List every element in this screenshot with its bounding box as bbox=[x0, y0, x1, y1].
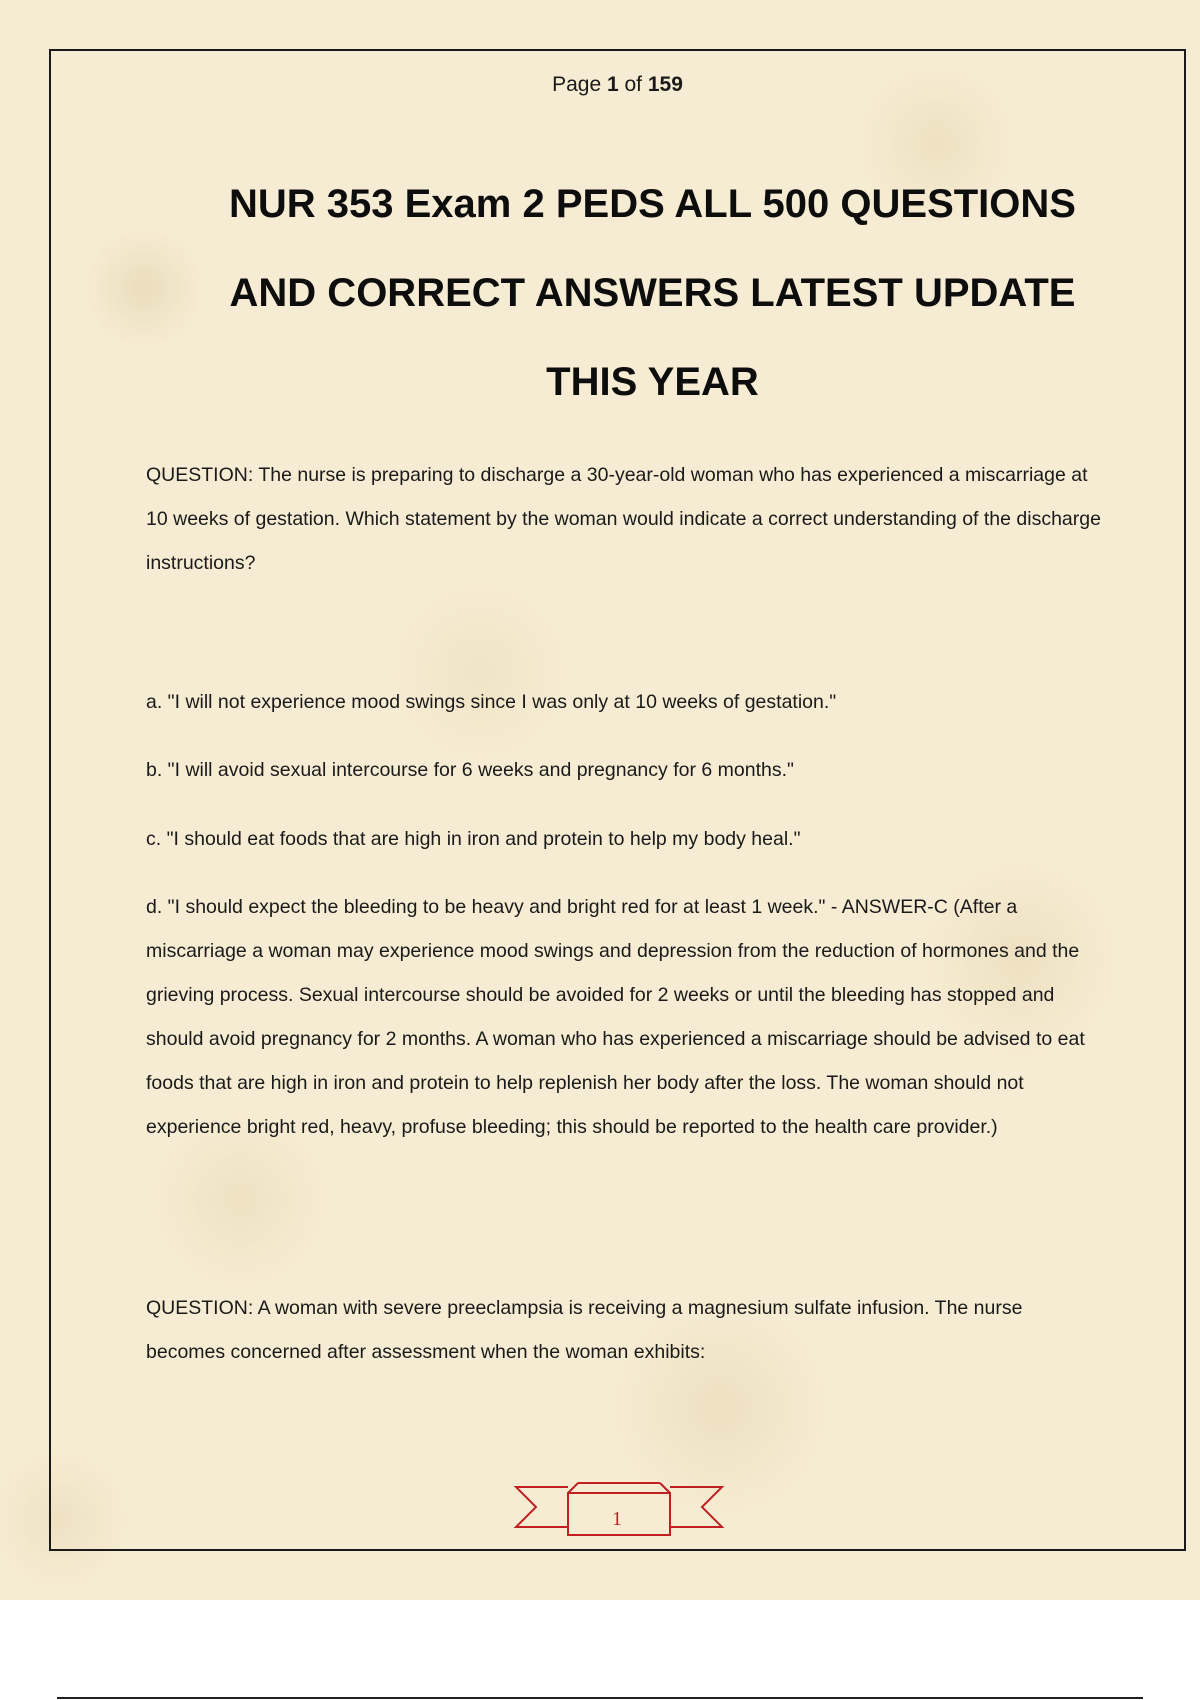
question-1-text: QUESTION: The nurse is preparing to discharge a 30-year-old woman who has experienced a miscarriage at 10 weeks of gestation. Which statement by the woman would indicate a correct understanding of the discharge instructions? bbox=[146, 464, 1101, 574]
document-title bbox=[130, 160, 1175, 427]
question-2-text: QUESTION: A woman with severe preeclampsia is receiving a magnesium sulfate infusion. The nurse becomes concerned after assessment when the woman exhibits: bbox=[146, 1297, 1023, 1363]
option-text: d. "I should expect the bleeding to be heavy and bright red for at least 1 week." - ANSWER-C (After a miscarriage a woman may experience mood swings and depression from the reduction of hormones and the grieving process. Sexual intercourse should be avoided for 2 weeks or until the bleeding has stopped and should avoid pregnancy for 2 months. A woman who has experienced a miscarriage should be advised to eat foods that are high in iron and protein to help replenish her body after the loss. The woman should not experience bright red, heavy, profuse bleeding; this should be reported to the health care provider.) bbox=[146, 896, 1085, 1138]
page-current: 1 bbox=[606, 73, 619, 96]
question-1 bbox=[146, 453, 1101, 585]
question-1-option-d-with-answer bbox=[146, 885, 1101, 1149]
question-1-option-c bbox=[146, 817, 1101, 861]
footer-page-number: 1 bbox=[612, 1508, 622, 1530]
title-line-1: NUR 353 Exam 2 PEDS ALL 500 QUESTIONS bbox=[229, 182, 1076, 226]
page-of: of bbox=[624, 73, 643, 96]
page-counter bbox=[0, 73, 1200, 97]
page-total: 159 bbox=[647, 73, 683, 96]
question-1-option-b bbox=[146, 748, 1101, 792]
question-2 bbox=[146, 1286, 1101, 1374]
title-line-3: THIS YEAR bbox=[546, 360, 759, 404]
option-text: c. "I should eat foods that are high in iron and protein to help my body heal." bbox=[146, 828, 801, 850]
option-text: a. "I will not experience mood swings since I was only at 10 weeks of gestation." bbox=[146, 691, 837, 713]
page-prefix: Page bbox=[552, 73, 602, 96]
option-text: b. "I will avoid sexual intercourse for 6 weeks and pregnancy for 6 months." bbox=[146, 759, 794, 781]
question-1-option-a bbox=[146, 680, 1101, 724]
title-line-2: AND CORRECT ANSWERS LATEST UPDATE bbox=[229, 271, 1076, 315]
bottom-divider bbox=[57, 1697, 1143, 1699]
